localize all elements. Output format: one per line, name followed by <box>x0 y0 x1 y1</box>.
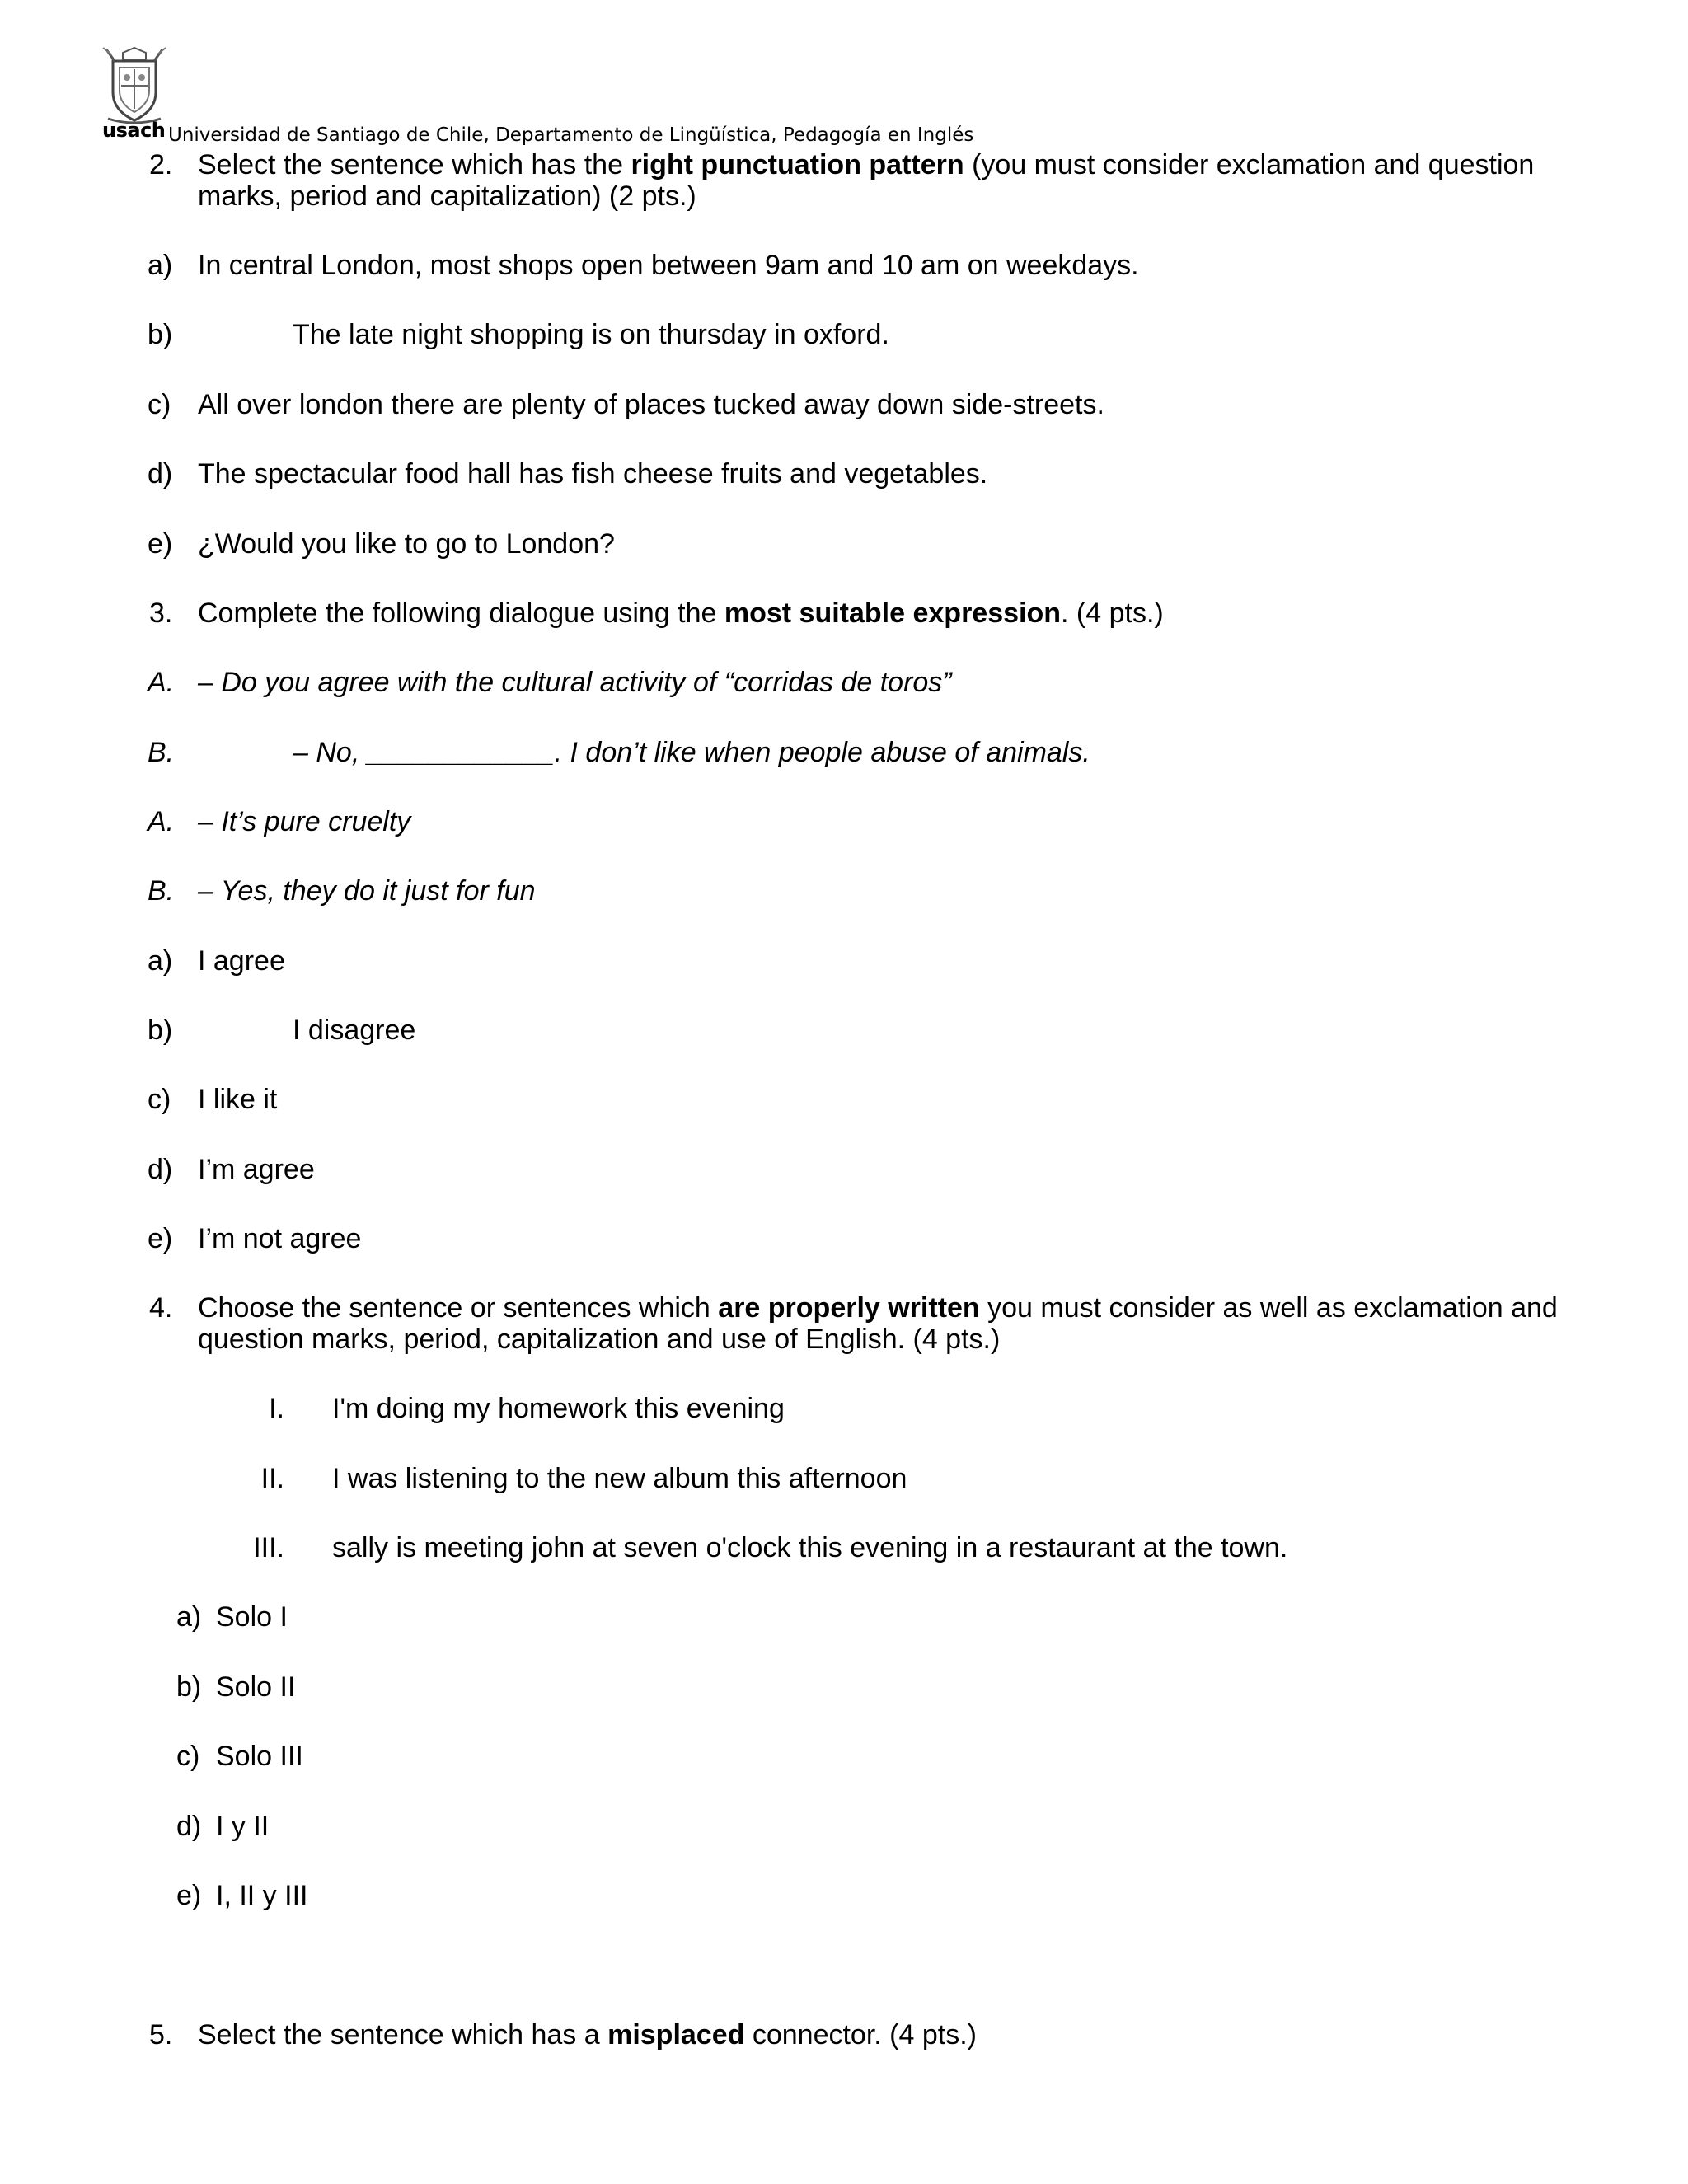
option-text: ¿Would you like to go to London? <box>198 528 615 560</box>
speaker-label: B. <box>148 737 175 768</box>
question-text-continued: question marks, period, capitalization and use of English. (4 pts.) <box>198 1324 1001 1355</box>
option-label: a) <box>148 250 173 281</box>
question-number: 4. <box>149 1292 173 1324</box>
question-number: 3. <box>149 598 173 629</box>
roman-numeral: II. <box>260 1463 284 1494</box>
option-label: b) <box>176 1671 202 1703</box>
question-text: Complete the following dialogue using the most suitable expression. (4 pts.) <box>198 598 1164 629</box>
option-text: I’m agree <box>198 1154 315 1185</box>
option-label: d) <box>176 1811 202 1842</box>
option-label: a) <box>176 1601 202 1633</box>
question-text: Choose the sentence or sentences which are properly written you must consider as well as exclamation and <box>198 1292 1558 1324</box>
logo-wordmark: usach <box>102 119 166 142</box>
option-label: c) <box>176 1741 200 1772</box>
dialogue-text: – Yes, they do it just for fun <box>198 875 536 907</box>
question-number: 2. <box>149 149 173 180</box>
sentence-text: I'm doing my homework this evening <box>332 1393 785 1424</box>
option-label: b) <box>148 1015 173 1046</box>
option-text: Solo III <box>216 1741 303 1772</box>
question-text: Select the sentence which has a misplaced connector. (4 pts.) <box>198 2019 977 2050</box>
option-text: I agree <box>198 945 285 977</box>
option-text: I like it <box>198 1084 278 1115</box>
dialogue-text: – No, ____________. I don’t like when people abuse of animals. <box>293 737 1090 768</box>
option-text: I disagree <box>293 1015 416 1046</box>
question-text-continued: marks, period and capitalization) (2 pts.) <box>198 180 696 212</box>
roman-numeral: III. <box>253 1532 284 1563</box>
dialogue-text: – Do you agree with the cultural activity of “corridas de toros” <box>198 667 952 698</box>
option-label: e) <box>148 528 173 560</box>
option-text: The late night shopping is on thursday in oxford. <box>293 319 889 350</box>
option-text: I y II <box>216 1811 270 1842</box>
option-text: Solo II <box>216 1671 296 1703</box>
option-text: I, II y III <box>216 1880 308 1911</box>
option-label: b) <box>148 319 173 350</box>
speaker-label: A. <box>148 806 175 837</box>
question-number: 5. <box>149 2019 173 2050</box>
speaker-label: B. <box>148 875 175 907</box>
sentence-text: sally is meeting john at seven o'clock this evening in a restaurant at the town. <box>332 1532 1288 1563</box>
option-label: d) <box>148 1154 173 1185</box>
dialogue-text: – It’s pure cruelty <box>198 806 411 837</box>
option-label: c) <box>148 1084 171 1115</box>
question-text: Select the sentence which has the right punctuation pattern (you must consider exclamation and question <box>198 149 1535 180</box>
option-label: a) <box>148 945 173 977</box>
option-label: e) <box>148 1223 173 1254</box>
option-text: Solo I <box>216 1601 288 1633</box>
option-label: d) <box>148 458 173 490</box>
option-text: The spectacular food hall has fish cheese fruits and vegetables. <box>198 458 988 490</box>
institution-header: Universidad de Santiago de Chile, Departamento de Lingüística, Pedagogía en Inglés <box>168 124 974 146</box>
university-crest-logo <box>101 46 167 127</box>
roman-numeral: I. <box>269 1393 284 1424</box>
option-text: I’m not agree <box>198 1223 362 1254</box>
option-label: e) <box>176 1880 202 1911</box>
speaker-label: A. <box>148 667 175 698</box>
sentence-text: I was listening to the new album this afternoon <box>332 1463 907 1494</box>
option-text: In central London, most shops open between 9am and 10 am on weekdays. <box>198 250 1139 281</box>
option-label: c) <box>148 389 171 420</box>
option-text: All over london there are plenty of places tucked away down side-streets. <box>198 389 1104 420</box>
